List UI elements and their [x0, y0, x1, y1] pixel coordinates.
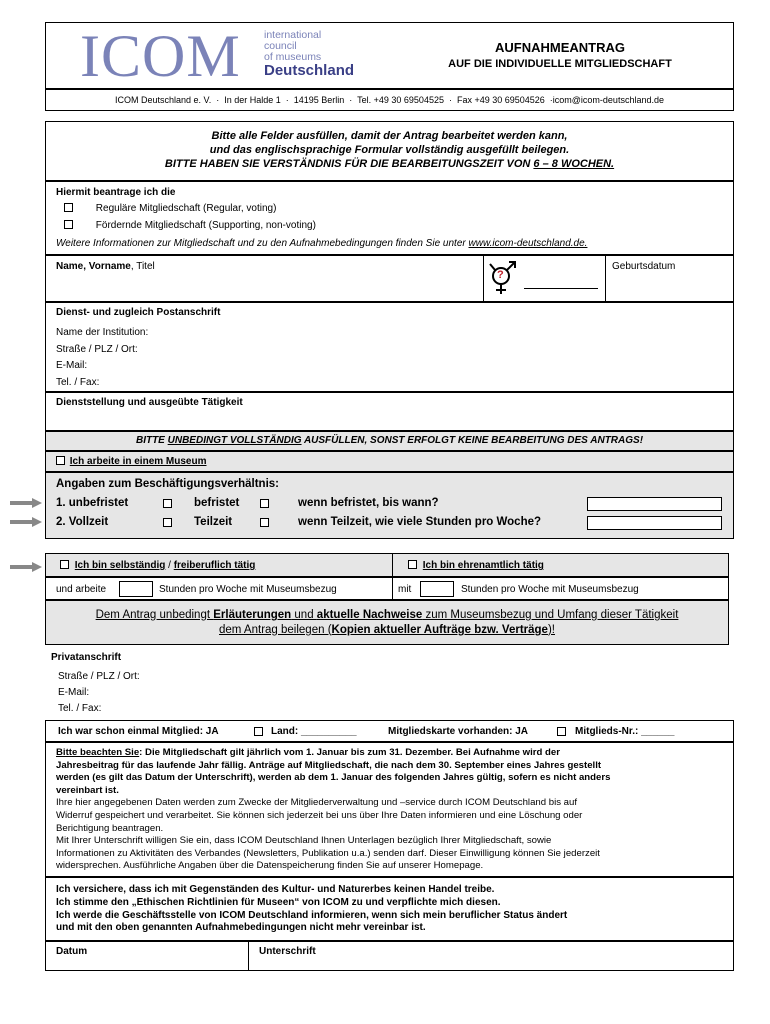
member-number-label: Mitglieds-Nr.: ______ — [575, 726, 675, 737]
selfemployed-hours-label: Stunden pro Woche mit Museumsbezug — [159, 584, 337, 595]
name-label — [56, 261, 155, 272]
warning-b: UNBEDINGT VOLLSTÄNDIG — [167, 435, 302, 446]
former-member-label: Ich war schon einmal Mitglied: JA — [58, 726, 219, 737]
member-card-label: Mitgliedskarte vorhanden: JA — [388, 726, 529, 737]
member-card-checkbox[interactable] — [557, 727, 566, 736]
supporting-checkbox[interactable] — [64, 220, 73, 229]
note2a: dem Antrag beilegen ( — [219, 624, 332, 636]
private-fields — [58, 669, 140, 717]
selfemployed-sep: / — [165, 560, 174, 571]
parttime-hours-input[interactable] — [587, 516, 722, 530]
temporary-checkbox[interactable] — [260, 499, 269, 508]
parttime-question: wenn Teilzeit, wie viele Stunden pro Woche? — [298, 516, 542, 528]
date-label: Datum — [56, 946, 88, 957]
membership-heading: Hiermit beantrage ich die — [56, 187, 176, 198]
private-email-label: E-Mail: — [58, 687, 90, 698]
title-line2: AUF DIE INDIVIDUELLE MITGLIEDSCHAFT — [448, 58, 672, 70]
private-heading: Privatanschrift — [51, 652, 122, 663]
intro-line3a: BITTE HABEN SIE VERSTÄNDNIS FÜR DIE BEARBEITUNGSZEIT VON — [164, 158, 534, 170]
arrow-right-icon — [10, 562, 42, 572]
arrow-right-icon — [10, 498, 42, 508]
volunteer-hours-label: Stunden pro Woche mit Museumsbezug — [461, 584, 639, 595]
notice-p2c: Berichtigung beantragen. — [56, 822, 164, 834]
regular-checkbox[interactable] — [64, 203, 73, 212]
form-title — [400, 40, 720, 70]
position-label: Dienststellung und ausgeübte Tätigkeit — [56, 397, 243, 408]
membership-info-text: Weitere Informationen zur Mitgliedschaft und zu den Aufnahmebedingungen finden Sie unter — [56, 238, 469, 249]
institution-label: Name der Institution: — [56, 327, 149, 338]
signature-label: Unterschrift — [259, 946, 316, 957]
museum-checkbox[interactable] — [56, 456, 65, 465]
intro-line1: Bitte alle Felder ausfüllen, damit der Antrag bearbeitet werden kann, — [211, 130, 568, 142]
name-label-rest: , Titel — [130, 261, 155, 272]
temporary-question: wenn befristet, bis wann? — [298, 497, 439, 509]
gender-question-mark: ? — [497, 269, 504, 281]
warning-a: BITTE — [135, 435, 168, 446]
logo-text: ICOM — [80, 23, 241, 89]
icom-logo — [80, 23, 370, 89]
notice-p1a-line — [56, 747, 731, 760]
selfemployed-label: Ich bin selbständig — [74, 560, 166, 571]
note1e: zum Museumsbezug und Umfang dieser Tätigkeit — [422, 609, 679, 621]
note2c: )! — [547, 624, 555, 636]
notice-p3b: Informationen zu Aktivitäten des Verbandes (Newsletters, Publikation u.a.) senden darf. Dieser Einwilligung können Sie jederzeit — [56, 847, 600, 859]
notice-p3c: widersprechen. Ausführliche Angaben über die Datenspeicherung finden Sie auf unserer Homepage. — [56, 860, 484, 872]
former-member-row — [58, 726, 728, 737]
intro-text — [45, 129, 734, 171]
note1b: Erläuterungen — [213, 609, 292, 621]
declaration-line2: Ich stimme den „Ethischen Richtlinien für Museen“ von ICOM zu und verpflichte mich diesen. — [56, 896, 501, 908]
logo-sub2: council — [264, 40, 297, 52]
service-heading: Dienst- und zugleich Postanschrift — [56, 307, 221, 318]
freelance-note-line1 — [45, 608, 729, 623]
notice-heading: Bitte beachten Sie — [56, 747, 140, 758]
membership-regular — [64, 203, 276, 214]
intro-processing-time: 6 – 8 WOCHEN. — [533, 158, 615, 170]
notice-p2a: Ihre hier angegebenen Daten werden zum Zwecke der Mitgliederverwaltung und –service durch ICOM Deutschland bis auf — [56, 797, 578, 809]
notice-text — [56, 747, 731, 873]
museum-label: Ich arbeite in einem Museum — [69, 456, 207, 467]
notice-p1e: vereinbart ist. — [56, 784, 119, 796]
permanent-checkbox[interactable] — [163, 499, 172, 508]
and-work-label: und arbeite — [56, 584, 107, 595]
declaration-line1: Ich versichere, dass ich mit Gegenständen des Kultur- und Naturerbes keinen Handel treibe. — [56, 884, 495, 895]
volunteer-hours-input[interactable] — [420, 581, 454, 597]
selfemployed-hours-input[interactable] — [119, 581, 153, 597]
declaration-line3: Ich werde die Geschäftsstelle von ICOM Deutschland informieren, wenn sich mein beruflicher Status ändert — [56, 909, 568, 921]
volunteer-option — [408, 560, 544, 571]
parttime-label: Teilzeit — [194, 516, 233, 528]
regular-label: Reguläre Mitgliedschaft (Regular, voting) — [95, 203, 277, 214]
title-line1: AUFNAHMEANTRAG — [495, 40, 625, 55]
logo-sub1: international — [264, 29, 322, 41]
signature-cell[interactable] — [248, 941, 734, 971]
membership-supporting — [64, 220, 316, 231]
service-fields — [56, 325, 148, 391]
declaration-text — [56, 884, 567, 935]
with-label: mit — [398, 584, 412, 595]
website-link[interactable]: www.icom-deutschland.de. — [468, 238, 588, 249]
notice-p1d: werden (es gilt das Datum der Unterschrift), werden ab dem 1. Januar des folgenden Jahres gültig, sofern es nicht anders — [56, 772, 611, 784]
volunteer-checkbox[interactable] — [408, 560, 417, 569]
note1d: aktuelle Nachweise — [316, 609, 423, 621]
private-street-label: Straße / PLZ / Ort: — [58, 671, 140, 682]
freelance-label: freiberuflich tätig — [173, 560, 256, 571]
note1a: Dem Antrag unbedingt — [95, 609, 214, 621]
volunteer-label: Ich bin ehrenamtlich tätig — [422, 560, 544, 571]
former-member-checkbox[interactable] — [254, 727, 263, 736]
service-street-label: Straße / PLZ / Ort: — [56, 343, 138, 355]
note1c: und — [291, 609, 317, 621]
museum-option — [56, 456, 207, 467]
arrow-right-icon — [10, 517, 42, 527]
warning-text — [45, 435, 734, 446]
name-divider — [483, 255, 484, 302]
permanent-label: 1. unbefristet — [56, 497, 129, 509]
address-text: ICOM Deutschland e. V. · In der Halde 1 · 14195 Berlin · Tel. +49 30 69504525 · Fax +49 30 69504526 ·icom@icom-deutschland.de — [115, 95, 664, 105]
supporting-label: Fördernde Mitgliedschaft (Supporting, non-voting) — [95, 220, 316, 231]
service-tel-label: Tel. / Fax: — [56, 376, 100, 388]
intro-line2: und das englischsprachige Formular vollständig ausgefüllt beilegen. — [209, 144, 570, 156]
parttime-checkbox[interactable] — [260, 518, 269, 527]
membership-info — [56, 238, 587, 249]
selfemployed-option — [60, 560, 255, 571]
declaration-line4: und mit den oben genannten Aufnahmebedingungen nicht mehr vereinbar ist. — [56, 922, 426, 934]
notice-p1b: : Die Mitgliedschaft gilt jährlich vom 1. Januar bis zum 31. Dezember. Bei Aufnahme wird der — [139, 747, 560, 758]
employment-heading: Angaben zum Beschäftigungsverhältnis: — [56, 478, 280, 490]
fulltime-label: 2. Vollzeit — [56, 516, 109, 528]
intro-line3 — [45, 157, 734, 171]
birthdate-label: Geburtsdatum — [612, 261, 676, 272]
fulltime-checkbox[interactable] — [163, 518, 172, 527]
selfemployed-checkbox[interactable] — [60, 560, 69, 569]
private-tel-label: Tel. / Fax: — [58, 703, 102, 714]
former-country-label: Land: __________ — [271, 726, 357, 737]
note2b: Kopien aktueller Aufträge bzw. Verträge — [331, 624, 548, 636]
temporary-label: befristet — [194, 497, 240, 509]
warning-c: AUSFÜLLEN, SONST ERFOLGT KEINE BEARBEITUNG DES ANTRAGS! — [301, 435, 644, 446]
freelance-note-line2 — [45, 623, 729, 638]
notice-p2b: Widerruf gespeichert und verarbeitet. Sie können sich jederzeit bei uns über Ihre Daten informieren und eine Löschung oder — [56, 809, 583, 821]
temporary-until-input[interactable] — [587, 497, 722, 511]
gender-line — [524, 288, 598, 289]
gender-icon[interactable] — [486, 259, 520, 297]
logo-sub3: of museums — [264, 51, 322, 63]
logo-sub4: Deutschland — [264, 62, 355, 79]
notice-p1c: Jahresbeitrag für das laufende Jahr fällig. Anträge auf Mitgliedschaft, die nach dem 30. September eines Jahres gestellt — [56, 759, 602, 771]
service-email-label: E-Mail: — [56, 360, 88, 371]
freelance-note — [45, 608, 729, 638]
notice-p3a: Mit Ihrer Unterschrift willigen Sie ein, dass ICOM Deutschland Ihnen Unterlagen bezüglich Ihrer Mitgliedschaft, sowie — [56, 835, 552, 847]
birth-divider — [605, 255, 606, 302]
name-label-bold: Name, Vorname — [56, 261, 131, 272]
